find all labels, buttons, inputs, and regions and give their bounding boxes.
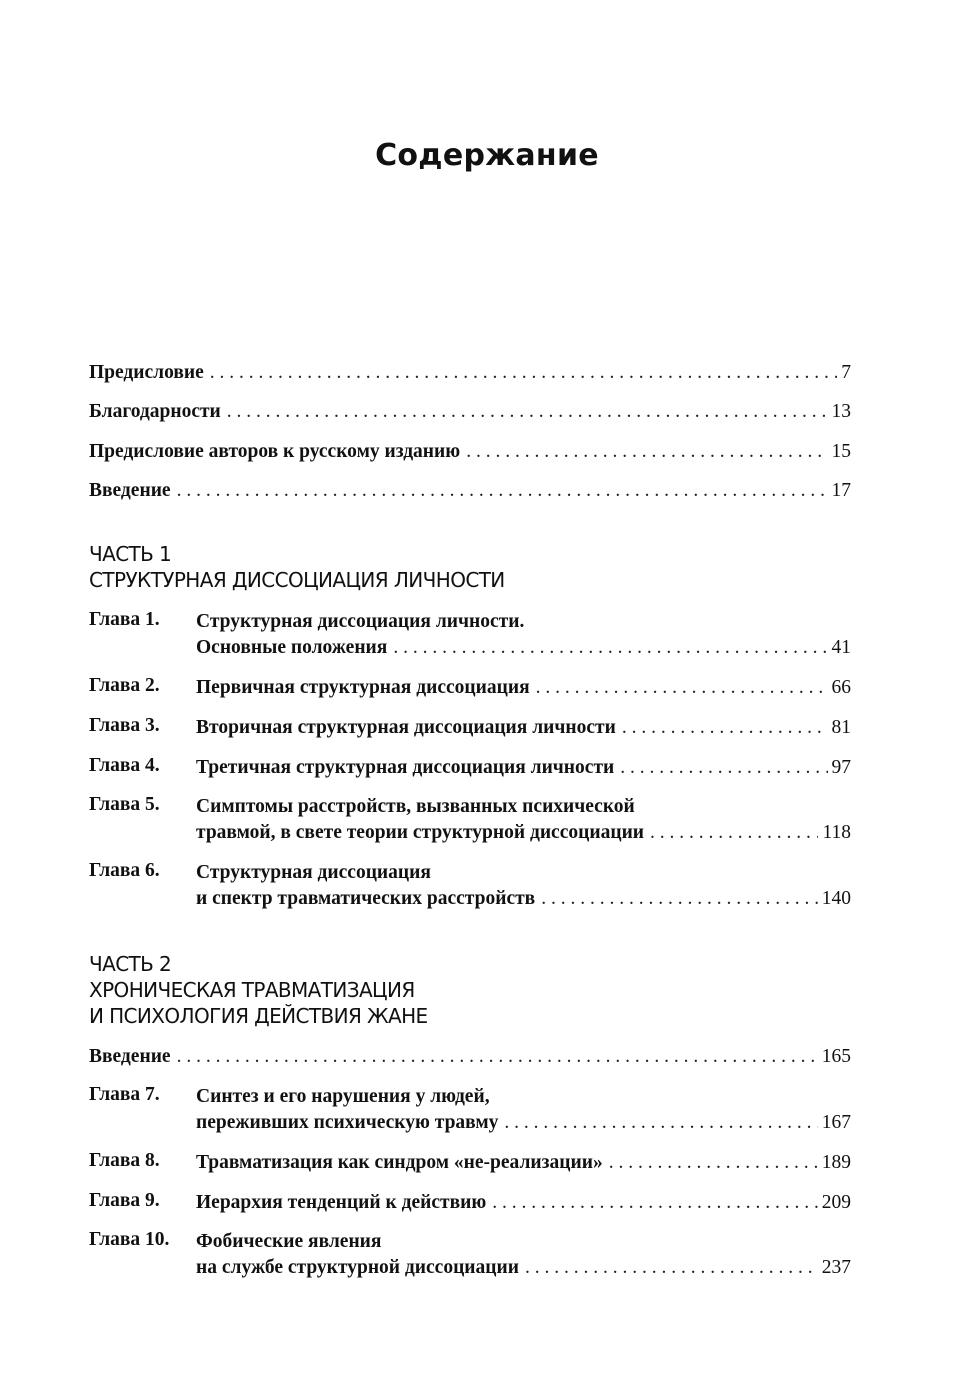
toc-page-number: 237 [821,1257,851,1278]
dot-leader [650,820,818,846]
dot-leader [541,886,818,912]
toc-page-number: 41 [831,637,851,658]
chapter-title: Третичная структурная диссоциация личности [196,757,615,778]
toc-page-number: 209 [821,1192,851,1213]
dot-leader [492,1190,818,1216]
chapter-title-line1: Синтез и его нарушения у людей, [196,1086,490,1107]
toc-entry-chapter-1[interactable] [89,609,851,663]
toc-entry-chapter-8[interactable] [89,1150,851,1176]
chapter-label: Глава 7. [89,1084,160,1105]
toc-entry-chapter-7[interactable] [89,1084,851,1138]
chapter-label: Глава 9. [89,1190,160,1211]
chapter-title-line2: Основные положения [196,637,388,658]
chapter-title-line1: Фобические явления [196,1231,382,1252]
toc-entry-russian-preface[interactable] [89,439,851,465]
toc-entry-title: Благодарности [89,401,221,422]
toc-entry-chapter-5[interactable] [89,794,851,848]
toc-page-number: 165 [821,1046,851,1067]
toc-entry-part-2-introduction[interactable] [89,1044,851,1070]
dot-leader [466,439,827,465]
chapter-title-line2: травмой, в свете теории структурной диссоциации [196,822,645,843]
toc-page-number: 167 [821,1112,851,1133]
part-2-title-line1: ХРОНИЧЕСКАЯ ТРАВМАТИЗАЦИЯ [89,978,415,1002]
dot-leader [536,675,828,701]
part-2-heading [89,951,428,1029]
chapter-label: Глава 4. [89,755,160,776]
dot-leader [620,755,827,781]
dot-leader [210,360,837,386]
toc-entry-acknowledgments[interactable] [89,399,851,425]
part-2-number: ЧАСТЬ 2 [89,952,172,976]
page-title: Содержание [375,138,599,173]
chapter-title: Первичная структурная диссоциация [196,677,530,698]
toc-entry-chapter-6[interactable] [89,860,851,914]
toc-entry-chapter-3[interactable] [89,715,851,741]
dot-leader [393,635,827,661]
toc-page-number: 140 [821,888,851,909]
dot-leader [609,1150,818,1176]
toc-page-number: 17 [831,480,851,501]
dot-leader [177,478,828,504]
dot-leader [525,1255,818,1281]
toc-page-number: 97 [831,757,851,778]
dot-leader [227,399,828,425]
chapter-label: Глава 1. [89,609,160,630]
toc-entry-introduction[interactable] [89,478,851,504]
chapter-title-line1: Структурная диссоциация [196,862,431,883]
chapter-title-line1: Симптомы расстройств, вызванных психической [196,796,635,817]
chapter-title-line2: и спектр травматических расстройств [196,888,536,909]
toc-entry-chapter-4[interactable] [89,755,851,781]
chapter-title: Травматизация как синдром «не-реализации» [196,1152,603,1173]
part-1-heading [89,541,505,593]
dot-leader [177,1044,818,1070]
chapter-label: Глава 3. [89,715,160,736]
toc-page-number: 13 [831,401,851,422]
toc-page-number: 189 [821,1152,851,1173]
chapter-title: Вторичная структурная диссоциация личности [196,717,616,738]
chapter-title-line2: на службе структурной диссоциации [196,1257,519,1278]
toc-entry-title: Введение [89,1046,171,1067]
chapter-label: Глава 5. [89,794,160,815]
toc-page-number: 81 [831,717,851,738]
part-1-number: ЧАСТЬ 1 [89,542,172,566]
toc-entry-chapter-9[interactable] [89,1190,851,1216]
toc-page-number: 7 [841,362,851,383]
part-2-title-line2: И ПСИХОЛОГИЯ ДЕЙСТВИЯ ЖАНЕ [89,1004,428,1028]
toc-entry-title: Предисловие авторов к русскому изданию [89,441,461,462]
chapter-label: Глава 2. [89,675,160,696]
chapter-title-line2: переживших психическую травму [196,1112,499,1133]
chapter-title-line1: Структурная диссоциация личности. [196,611,525,632]
toc-entry-chapter-2[interactable] [89,675,851,701]
chapter-label: Глава 6. [89,860,160,881]
toc-entry-preface[interactable] [89,360,851,386]
dot-leader [504,1110,817,1136]
toc-entry-chapter-10[interactable] [89,1229,851,1283]
toc-entry-title: Введение [89,480,171,501]
toc-entry-title: Предисловие [89,362,204,383]
dot-leader [622,715,828,741]
chapter-label: Глава 10. [89,1229,170,1250]
chapter-label: Глава 8. [89,1150,160,1171]
chapter-title: Иерархия тенденций к действию [196,1192,487,1213]
part-1-title: СТРУКТУРНАЯ ДИССОЦИАЦИЯ ЛИЧНОСТИ [89,568,505,592]
toc-page-number: 118 [822,822,851,843]
toc-page-number: 15 [831,441,851,462]
toc-page-number: 66 [831,677,851,698]
